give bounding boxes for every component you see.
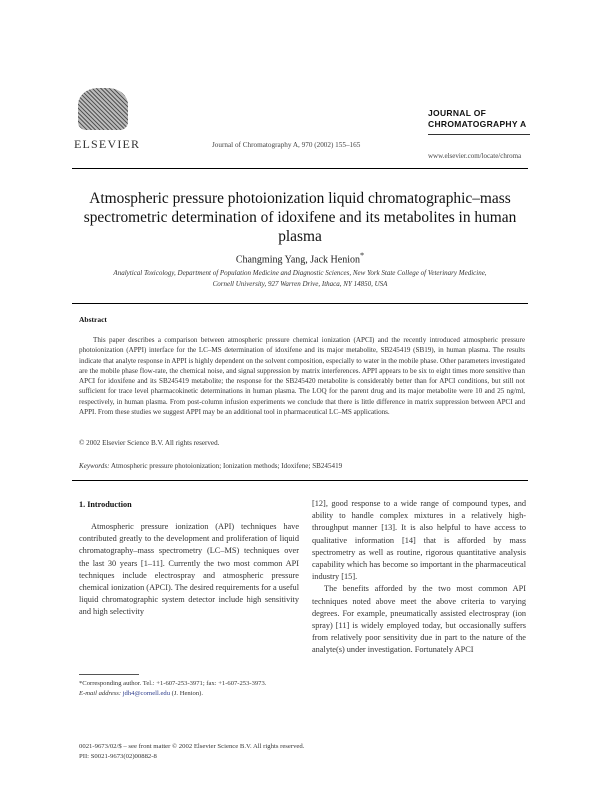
introduction-heading: 1. Introduction (79, 500, 132, 509)
footnote-rule (79, 674, 139, 675)
journal-name-line1: JOURNAL OF (428, 108, 487, 118)
keywords-text: Atmospheric pressure photoionization; Ionization methods; Idoxifene; SB245419 (109, 462, 343, 470)
header-rule (72, 168, 528, 169)
footnote-email-line (79, 689, 299, 699)
bottom-line-1: 0021-9673/02/$ – see front matter © 2002 Elsevier Science B.V. All rights reserved. (79, 743, 305, 750)
abstract-text: This paper describes a comparison between atmospheric pressure chemical ionization (APCI) and the recently introduced atmospheric pressure photoionization (APPI) interface for the LC–MS determination of idoxifene and its major metabolite, SB245419 (SB19), in human plasma. The results indicate that analyte response in APPI is highly dependent on the solvent composition, especially to water in the mobile phase. Other parameters investigated are the mobile phase flow-rate, the chemical noise, and signal suppression by matrix interferences. APPI appears to be six to eight times more sensitive than APCI for idoxifene and its SB245419 metabolite; the response for the SB245420 metabolite is considerably better than for APCI conditions, but still not sufficient for trace level pharmacokinetic determinations in human plasma. The LOQ for the parent drug and its major metabolite were 10 and 25 ng/ml, respectively, in human plasma. From post-column infusion experiments we conclude that there is little difference in matrix suppression between APCI and APPI. From these studies we suggest APPI may be an additional tool in pharmaceutical LC–MS applications. (79, 336, 526, 417)
footnote-corresponding: *Corresponding author. Tel.: +1-607-253-3971; fax: +1-607-253-3973. (79, 680, 267, 687)
keywords-rule (72, 480, 528, 481)
introduction-right-paragraph-2: The benefits afforded by the two most common API techniques noted above meet the above criteria to varying degrees. For example, pneumatically assisted electrospray (ion spray) [11] is widely employed today, but occasionally suffers from relatively poor sensitivity due in part to the nature of the analyte(s) under investigation. Fortunately APCI (312, 584, 526, 655)
abstract-heading: Abstract (79, 315, 107, 324)
journal-name-underline (428, 134, 530, 135)
article-authors (80, 251, 520, 265)
corresponding-mark: * (360, 251, 365, 260)
journal-name (428, 108, 526, 130)
abstract-body (79, 335, 525, 417)
abstract-copyright: © 2002 Elsevier Science B.V. All rights reserved. (79, 439, 220, 447)
footnote (79, 679, 299, 698)
footnote-email-label: E-mail address: (79, 689, 122, 697)
footnote-email-suffix: (J. Henion). (170, 689, 203, 697)
journal-url[interactable]: www.elsevier.com/locate/chroma (428, 152, 522, 160)
abstract-top-rule (72, 303, 528, 304)
affiliation-line1: Analytical Toxicology, Department of Population Medicine and Diagnostic Sciences, New York State College of Veterinary Medicine, (113, 269, 487, 277)
author-affiliation (74, 268, 526, 289)
article-title: Atmospheric pressure photoionization liquid chromatographic–mass spectrometric determination of idoxifene and its metabolites in human plasma (83, 190, 517, 245)
publisher-name: ELSEVIER (74, 137, 141, 151)
bottom-line-2: PII: S0021-9673(02)00882-8 (79, 753, 157, 760)
introduction-right-paragraph-1: [12], good response to a wide range of compound types, and ability to handle complex mixtures in a relatively high-throughput manner [13]. It is also helpful to have access to qualitative information [14] that is afforded by mass spectrometry as well as routine, rigorous quantitative analysis capability which has become so important in the pharmaceutical industry [15]. (312, 499, 526, 582)
author-names: Changming Yang, Jack Henion (235, 254, 360, 266)
journal-reference: Journal of Chromatography A, 970 (2002) 155–165 (212, 141, 361, 149)
elsevier-tree-logo (78, 88, 128, 130)
introduction-right-column (312, 498, 526, 657)
introduction-left-column: Atmospheric pressure ionization (API) techniques have contributed greatly to the development and proliferation of liquid chromatography–mass spectrometry (LC–MS) techniques over the last 30 years [1–11]. Currently the two most common API techniques include electrospray and atmospheric pressure chemical ionization (APCI). The desired requirements for a useful liquid chromatographic system detector include high sensitivity and high selectivity (79, 522, 299, 617)
footnote-email-link[interactable]: jdh4@cornell.edu (122, 689, 170, 697)
bottom-info (79, 742, 304, 762)
keywords-label: Keywords: (79, 462, 110, 470)
affiliation-line2: Cornell University, 927 Warren Drive, Ithaca, NY 14850, USA (212, 279, 388, 288)
journal-name-line2: CHROMATOGRAPHY A (428, 119, 527, 129)
keywords (79, 462, 525, 470)
